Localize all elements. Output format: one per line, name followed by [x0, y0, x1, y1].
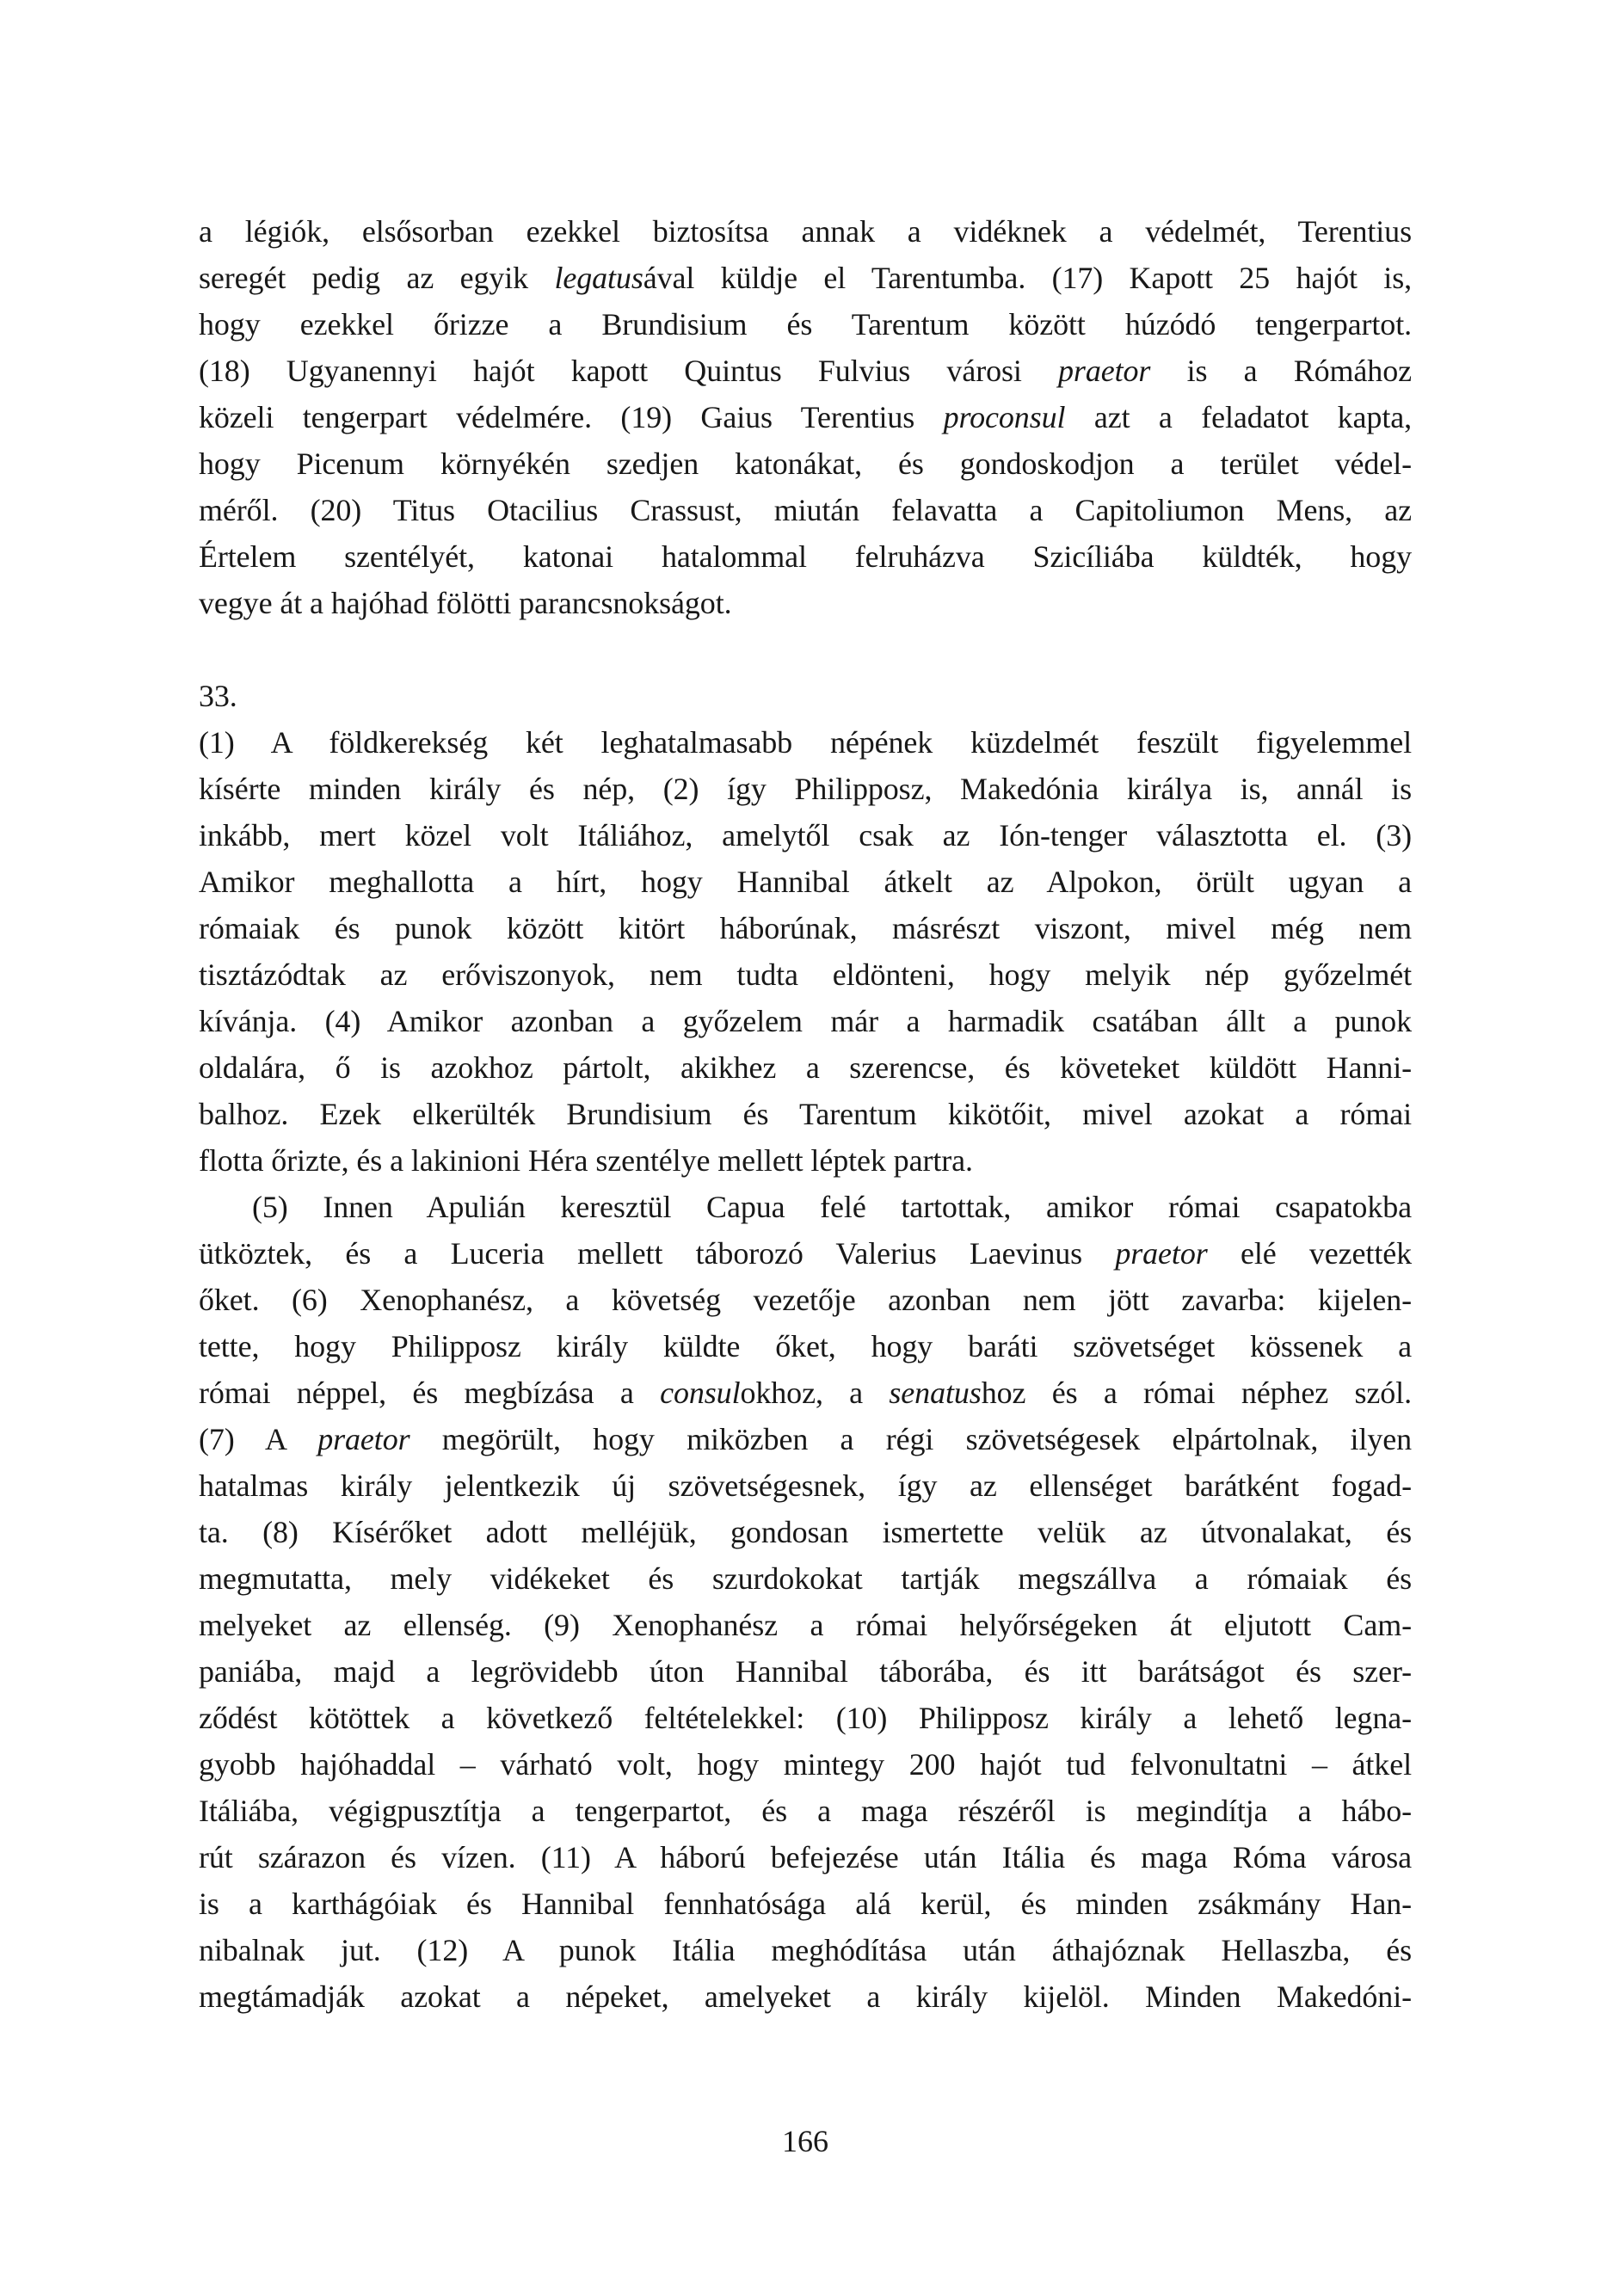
text-line — [199, 998, 1412, 1044]
text-line — [199, 487, 1412, 533]
latin-term: legatus — [554, 261, 643, 295]
text-run: kívánja. (4) Amikor azonban a győzelem már a harmadik csatában állt a punok — [199, 1004, 1412, 1038]
text-run: őket. (6) Xenophanész, a követség vezetője azonban nem jött zavarba: kijelen- — [199, 1283, 1412, 1317]
text-line — [199, 1230, 1412, 1277]
text-run: megtámadják azokat a népeket, amelyeket a király kijelöl. Minden Makedóni- — [199, 1979, 1412, 2014]
text-line — [199, 1137, 1412, 1184]
text-line — [199, 1602, 1412, 1648]
text-line — [199, 1973, 1412, 2020]
text-line — [199, 440, 1412, 487]
paragraph — [199, 1184, 1412, 2020]
text-line — [199, 394, 1412, 440]
text-line — [199, 301, 1412, 348]
text-run: 33. — [199, 679, 237, 713]
text-line — [199, 348, 1412, 394]
latin-term: praetor — [1058, 354, 1151, 388]
text-line — [199, 1462, 1412, 1509]
text-run: kísérte minden király és nép, (2) így Philipposz, Makedónia királya is, annál is — [199, 772, 1412, 806]
text-block — [199, 208, 1412, 2020]
text-run: paniába, majd a legrövidebb úton Hannibal táborába, és itt barátságot és szer- — [199, 1654, 1412, 1689]
text-run: (5) Innen Apulián keresztül Capua felé tartottak, amikor római csapatokba — [252, 1190, 1412, 1224]
text-line — [199, 859, 1412, 905]
latin-term: praetor — [1115, 1236, 1208, 1271]
text-line — [199, 1555, 1412, 1602]
text-run: tette, hogy Philipposz király küldte őket, hogy baráti szövetséget kössenek a — [199, 1329, 1412, 1363]
text-line — [199, 1370, 1412, 1416]
text-line — [199, 1323, 1412, 1370]
text-run: (18) Ugyanennyi hajót kapott Quintus Fulvius városi — [199, 354, 1059, 388]
text-run: is a Rómához — [1150, 354, 1412, 388]
latin-term: proconsul — [943, 400, 1066, 434]
text-run: gyobb hajóhaddal – várható volt, hogy mintegy 200 hajót tud felvonultatni – átkel — [199, 1747, 1412, 1782]
text-run: rómaiak és punok között kitört háborúnak, másrészt viszont, mivel még nem — [199, 911, 1412, 945]
text-line — [199, 580, 1412, 626]
text-run: hogy Picenum környékén szedjen katonákat, és gondoskodjon a terület védel- — [199, 446, 1412, 481]
text-line — [199, 766, 1412, 812]
text-run: hoz és a római néphez szól. — [981, 1376, 1412, 1410]
latin-term: praetor — [317, 1422, 410, 1456]
text-run: flotta őrizte, és a lakinioni Héra szentélye mellett léptek partra. — [199, 1143, 973, 1178]
section-heading — [199, 673, 1412, 719]
text-run: hogy ezekkel őrizze a Brundisium és Tarentum között húzódó tengerpartot. — [199, 307, 1412, 342]
text-run: balhoz. Ezek elkerülték Brundisium és Tarentum kikötőit, mivel azokat a római — [199, 1097, 1412, 1131]
paragraph-continuation — [199, 208, 1412, 626]
page-number: 166 — [782, 2124, 828, 2158]
text-line — [199, 905, 1412, 951]
text-run: melyeket az ellenség. (9) Xenophanész a római helyőrségeken át eljutott Cam- — [199, 1608, 1412, 1642]
text-line — [199, 719, 1412, 766]
text-run: megmutatta, mely vidékeket és szurdokokat tartják megszállva a rómaiak és — [199, 1561, 1412, 1596]
text-line — [199, 1277, 1412, 1323]
text-run: római néppel, és megbízása a — [199, 1376, 661, 1410]
text-line — [199, 1184, 1412, 1230]
text-run: tisztázódtak az erőviszonyok, nem tudta eldönteni, hogy melyik nép győzelmét — [199, 957, 1412, 992]
text-line — [199, 1416, 1412, 1462]
text-line — [199, 1648, 1412, 1695]
text-line — [199, 533, 1412, 580]
text-run: közeli tengerpart védelmére. (19) Gaius Terentius — [199, 400, 944, 434]
text-run: méről. (20) Titus Otacilius Crassust, miután felavatta a Capitoliumon Mens, az — [199, 493, 1412, 527]
text-run: Itáliába, végigpusztítja a tengerpartot, és a maga részéről is megindítja a hábo- — [199, 1794, 1412, 1828]
text-line — [199, 1881, 1412, 1927]
text-run: nibalnak jut. (12) A punok Itália meghódítása után áthajóznak Hellaszba, és — [199, 1933, 1412, 1967]
text-run: inkább, mert közel volt Itáliához, amelytől csak az Ión-tenger választotta el. (3) — [199, 818, 1412, 853]
text-line — [199, 1788, 1412, 1834]
text-line — [199, 1741, 1412, 1788]
text-line — [199, 812, 1412, 859]
text-run: oldalára, ő is azokhoz pártolt, akikhez a szerencse, és követeket küldött Hanni- — [199, 1050, 1412, 1085]
text-run: seregét pedig az egyik — [199, 261, 555, 295]
text-run: hatalmas király jelentkezik új szövetségesnek, így az ellenséget barátként fogad- — [199, 1468, 1412, 1503]
text-line — [199, 255, 1412, 301]
paragraph — [199, 719, 1412, 1184]
text-line — [199, 1834, 1412, 1881]
text-line — [199, 1044, 1412, 1091]
text-run: azt a feladatot kapta, — [1065, 400, 1412, 434]
text-run: ződést kötöttek a következő feltételekkel: (10) Philipposz király a lehető legna- — [199, 1701, 1412, 1735]
text-run: a légiók, elsősorban ezekkel biztosítsa annak a vidéknek a védelmét, Terentius — [199, 214, 1412, 249]
text-run: Értelem szentélyét, katonai hatalommal felruházva Szicíliába küldték, hogy — [199, 539, 1412, 574]
text-run: is a karthágóiak és Hannibal fennhatósága alá kerül, és minden zsákmány Han- — [199, 1887, 1412, 1921]
text-line — [199, 1091, 1412, 1137]
text-run: ütköztek, és a Luceria mellett táborozó Valerius Laevinus — [199, 1236, 1116, 1271]
text-run: (1) A földkerekség két leghatalmasabb népének küzdelmét feszült figyelemmel — [199, 725, 1412, 760]
text-run: megörült, hogy miközben a régi szövetségesek elpártolnak, ilyen — [409, 1422, 1412, 1456]
text-line — [199, 1927, 1412, 1973]
text-run: okhoz, a — [740, 1376, 890, 1410]
text-run: Amikor meghallotta a hírt, hogy Hannibal átkelt az Alpokon, örült ugyan a — [199, 865, 1412, 899]
text-line — [199, 951, 1412, 998]
text-run: vegye át a hajóhad fölötti parancsnokságot. — [199, 586, 732, 620]
text-line — [199, 1509, 1412, 1555]
text-line — [199, 208, 1412, 255]
text-run: ta. (8) Kísérőket adott melléjük, gondosan ismertette velük az útvonalakat, és — [199, 1515, 1412, 1549]
latin-term: consul — [660, 1376, 741, 1410]
latin-term: senatus — [889, 1376, 982, 1410]
text-run: (7) A — [199, 1422, 318, 1456]
text-run: ával küldje el Tarentumba. (17) Kapott 25 hajót is, — [643, 261, 1413, 295]
text-run: elé vezették — [1207, 1236, 1413, 1271]
text-line — [199, 1695, 1412, 1741]
text-line — [199, 673, 1412, 719]
text-run: rút szárazon és vízen. (11) A háború befejezése után Itália és maga Róma városa — [199, 1840, 1412, 1874]
